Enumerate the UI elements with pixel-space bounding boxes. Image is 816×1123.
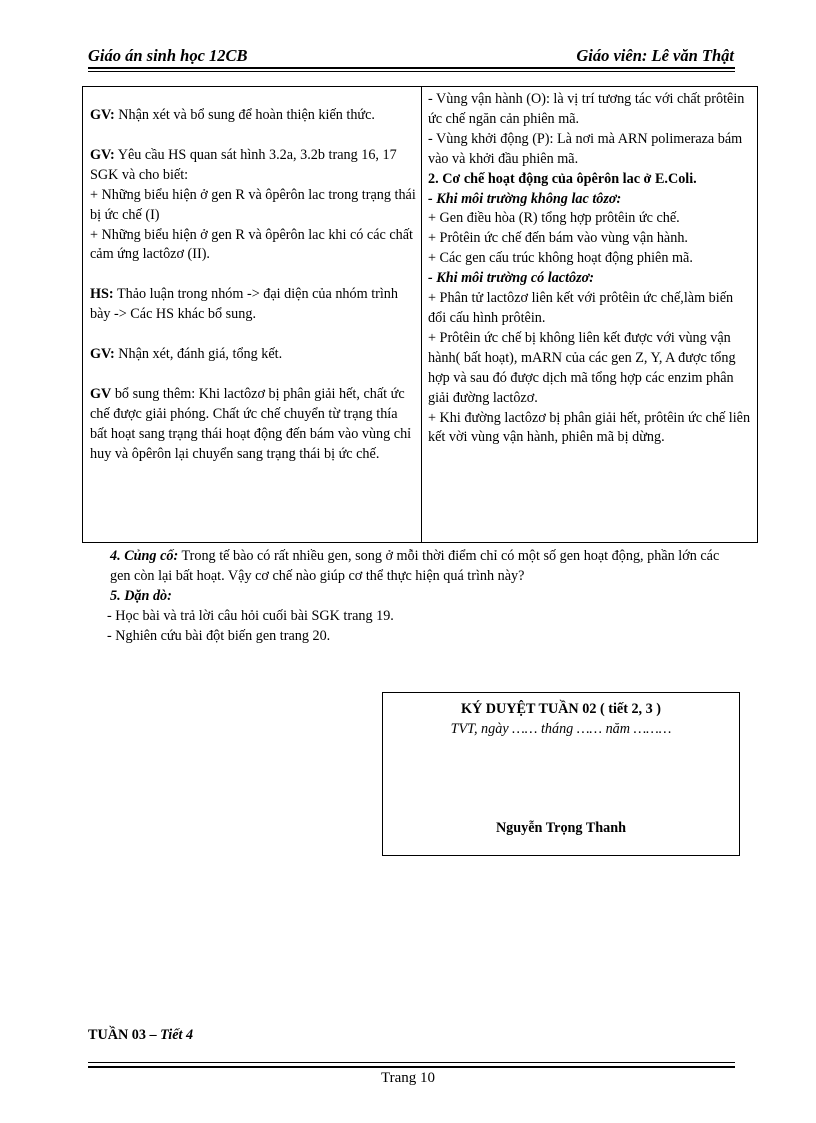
subsection-heading: - Khi môi trường không lac tôzơ: [428, 190, 622, 207]
role-label: GV: [90, 107, 115, 123]
header-rule-thick [88, 67, 735, 69]
content-line: - Vùng khởi động (P): Là nơi mà ARN polimeraza bám vào và khởi đầu phiên mã. [428, 130, 743, 167]
role-label: GV: [90, 146, 115, 163]
content-line: + Các gen cấu trúc không hoạt động phiên mã. [428, 250, 693, 267]
header-subject: Giáo án sinh học 12CB [88, 46, 248, 65]
table-column-divider [421, 87, 422, 542]
consolidation-label: 4. Củng cố: [110, 548, 179, 564]
content-line: + Prôtêin ức chế bị không liên kết được với vùng vận hành( bất hoạt), mARN của các gen Z, Y, A được tổng hợp và sau đó được dịch mã tổng hợp các enzim phân giải đường lactôzơ. [428, 329, 736, 406]
header-rule-thin [88, 71, 735, 72]
header-teacher: Giáo viên: Lê văn Thật [576, 46, 734, 65]
role-label: HS: [90, 286, 114, 303]
consolidation-paragraph: 4. Củng cố: Trong tế bào có rất nhiều gen, song ở mỗi thời điểm chỉ có một số gen hoạt động, phần lớn các gen còn lại bất hoạt. Vậy cơ chế nào giúp cơ thể thực hiện quá trình này? [110, 548, 720, 584]
content-line: + Gen điều hòa (R) tổng hợp prôtêin ức chế. [428, 210, 680, 227]
lesson-number: Tiết 4 [160, 1027, 194, 1043]
activity-paragraph: GV: Nhận xét và bổ sung để hoàn thiện kiến thức. [90, 107, 375, 123]
footer-rule-thick [88, 1066, 735, 1068]
activity-paragraph: GV: Nhận xét, đánh giá, tổng kết. [90, 346, 283, 363]
subsection-heading: - Khi môi trường có lactôzơ: [428, 270, 595, 287]
activity-paragraph: GV: Yêu cầu HS quan sát hình 3.2a, 3.2b trang 16, 17 SGK và cho biết: [90, 146, 397, 183]
teacher-student-activity-column [90, 106, 416, 465]
approval-place-date: TVT, ngày …… tháng …… năm ……… [450, 721, 672, 737]
next-week-heading: TUẦN 03 – Tiết 4 [88, 1027, 194, 1043]
approver-name: Nguyễn Trọng Thanh [495, 820, 627, 836]
content-line: + Phân tử lactôzơ liên kết với prôtêin ức chế,làm biến đổi cấu hình prôtêin. [428, 290, 734, 326]
approval-title: KÝ DUYỆT TUẦN 02 ( tiết 2, 3 ) [460, 701, 662, 717]
activity-item: + Những biểu hiện ở gen R và ôpêrôn lac khi có các chất cảm ứng lactôzơ (II). [90, 226, 413, 263]
approval-signature-box [382, 692, 740, 856]
page-header [88, 44, 734, 66]
footer-rule-thin [88, 1062, 735, 1063]
content-line: - Vùng vận hành (O): là vị trí tương tác với chất prôtêin ức chế ngăn cản phiên mã. [428, 91, 745, 127]
homework-item: - Nghiên cứu bài đột biến gen trang 20. [107, 627, 331, 644]
lesson-wrapup [107, 547, 740, 647]
homework-item: - Học bài và trả lời câu hỏi cuối bài SGK trang 19. [107, 607, 394, 624]
role-label: GV [90, 386, 112, 403]
content-line: + Prôtêin ức chế đến bám vào vùng vận hành. [428, 230, 688, 247]
section-heading: 2. Cơ chế hoạt động của ôpêrôn lac ở E.Coli. [428, 170, 697, 187]
page-number: Trang 10 [380, 1070, 436, 1086]
content-line: + Khi đường lactôzơ bị phân giải hết, prôtêin ức chế liên kết vời vùng vận hành, phiên mã bị dừng. [428, 409, 751, 446]
activity-paragraph: HS: Thảo luận trong nhóm -> đại diện của nhóm trình bày -> Các HS khác bổ sung. [90, 286, 398, 323]
activity-item: + Những biểu hiện ở gen R và ôpêrôn lac trong trạng thái bị ức chế (I) [90, 186, 416, 223]
activity-paragraph: GV bổ sung thêm: Khi lactôzơ bị phân giải hết, chất ức chế được giải phóng. Chất ức chế chuyển từ trạng thía bất hoạt sang trạng thái hoạt động đến bám vào vùng chỉ huy và ôpêrôn lại chuyển sang trạng thái bị ức chế. [90, 386, 412, 462]
lesson-table [82, 86, 758, 543]
homework-label: 5. Dặn dò: [110, 587, 172, 604]
role-label: GV: [90, 346, 115, 363]
content-column [428, 90, 754, 448]
